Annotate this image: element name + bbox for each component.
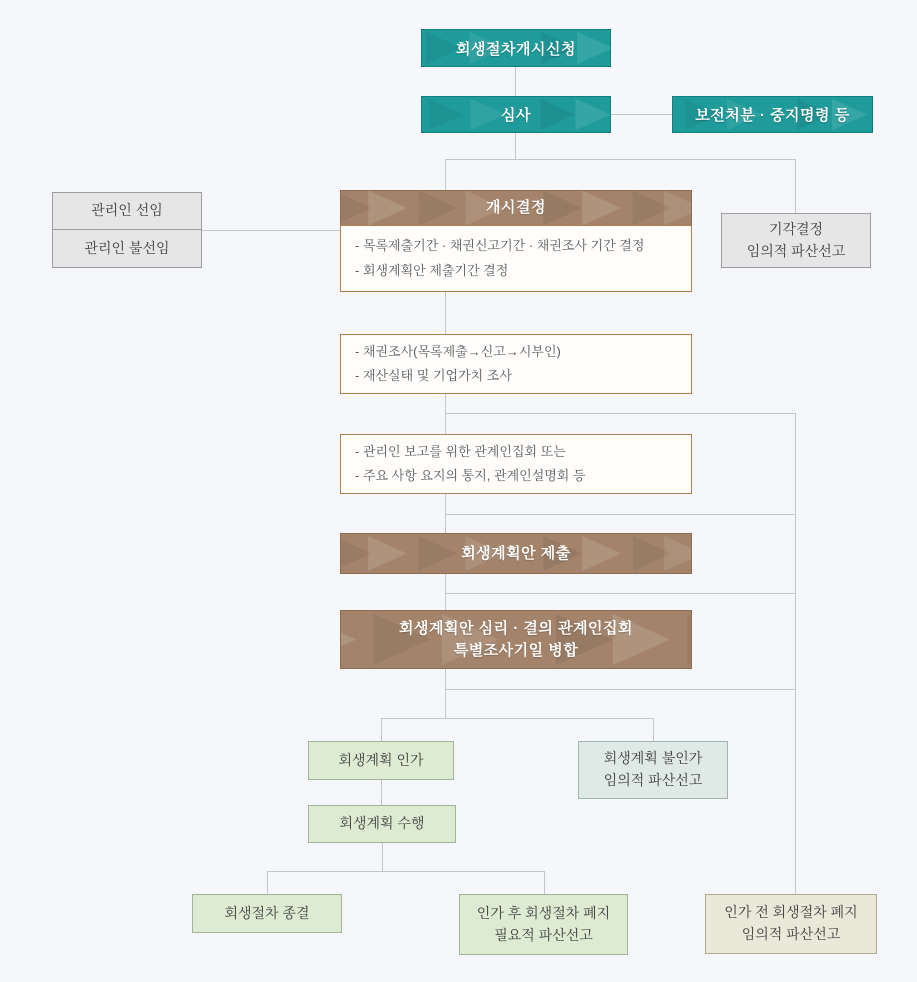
- connector: [445, 689, 795, 690]
- node-label: 기각결정: [768, 220, 824, 237]
- connector: [544, 871, 545, 894]
- node-label: 특별조사기일 병합: [453, 641, 579, 659]
- node-pre-approval-abolition: [705, 894, 877, 954]
- node-label: 심사: [501, 107, 531, 124]
- connector: [267, 871, 268, 894]
- node-dismissal-decision: [721, 213, 871, 268]
- node-label: 필요적 파산선고: [494, 926, 593, 943]
- node-label: 회생계획 인가: [338, 751, 424, 768]
- node-label: 회생절차개시신청: [456, 40, 576, 58]
- node-label: 회생절차 종결: [224, 904, 310, 921]
- detail-line: - 채권조사(목록제출→신고→시부인): [355, 343, 561, 359]
- connector: [795, 413, 796, 894]
- connector: [445, 159, 796, 160]
- node-commencement-decision: [340, 190, 692, 226]
- connector: [445, 514, 795, 515]
- node-plan-approval: [308, 741, 454, 780]
- node-claim-investigation: [340, 334, 692, 394]
- connector: [267, 871, 544, 872]
- connector: [515, 67, 516, 96]
- detail-line: - 회생계획안 제출기간 결정: [355, 262, 509, 278]
- node-preservation-order: [672, 96, 873, 133]
- node-plan-submission: [340, 533, 692, 574]
- connector: [445, 413, 795, 414]
- connector: [381, 718, 653, 719]
- connector: [445, 159, 446, 190]
- connector: [653, 718, 654, 741]
- node-label: 관리인 선임: [91, 202, 163, 219]
- connector: [515, 133, 516, 159]
- node-plan-meeting: [340, 610, 692, 669]
- node-commencement-details: [340, 225, 692, 292]
- connector: [381, 780, 382, 805]
- node-label: 인가 전 회생절차 폐지: [724, 904, 858, 921]
- detail-line: - 주요 사항 요지의 통지, 관계인설명회 등: [355, 468, 586, 483]
- connector: [445, 394, 446, 434]
- node-plan-execution: [308, 805, 456, 843]
- connector: [381, 718, 382, 741]
- detail-line: - 관리인 보고를 위한 관계인집회 또는: [355, 443, 566, 459]
- node-post-approval-abolition: [459, 894, 628, 955]
- connector: [202, 230, 340, 231]
- connector: [795, 159, 796, 213]
- detail-line: - 목록제출기간 · 채권신고기간 · 채권조사 기간 결정: [355, 238, 645, 254]
- node-label: 임의적 파산선고: [746, 242, 846, 259]
- node-custodian-appointed: [52, 192, 202, 230]
- node-label: 회생계획 수행: [339, 815, 425, 832]
- node-label: 임의적 파산선고: [603, 772, 703, 788]
- node-custodian-not-appointed: [52, 229, 202, 268]
- connector: [445, 593, 795, 594]
- node-label: 인가 후 회생절차 폐지: [476, 904, 611, 921]
- connector: [611, 114, 672, 115]
- node-label: 보전처분 · 중지명령 등: [695, 107, 850, 124]
- node-procedure-closure: [192, 894, 342, 933]
- node-plan-disapproval: [578, 741, 728, 799]
- node-application: [421, 29, 611, 67]
- node-label: 회생계획안 심리 · 결의 관계인집회: [398, 619, 634, 637]
- node-screening: [421, 96, 611, 133]
- node-label: 관리인 불선임: [84, 239, 170, 256]
- node-label: 회생계획 불인가: [603, 750, 703, 767]
- connector: [382, 843, 383, 871]
- node-label: 임의적 파산선고: [741, 926, 841, 942]
- node-label: 개시결정: [486, 199, 546, 217]
- node-label: 회생계획안 제출: [461, 544, 571, 562]
- detail-line: - 재산실태 및 기업가치 조사: [355, 368, 512, 383]
- connector: [445, 574, 446, 610]
- connector: [445, 669, 446, 718]
- node-custodian-report: [340, 434, 692, 494]
- connector: [445, 292, 446, 334]
